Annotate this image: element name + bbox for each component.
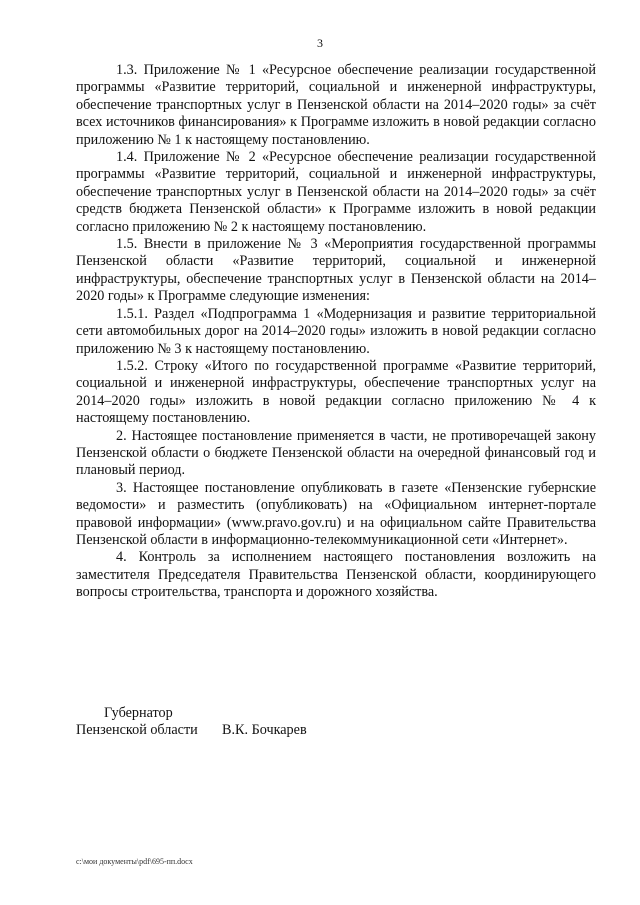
paragraph-1-3: 1.3. Приложение № 1 «Ресурсное обеспечение реализации государственной программы «Развитие территорий, социальной и инженерной инфраструктуры, обеспечение транспортных услуг в Пензенской области на 2014–2020 годы» за счёт всех источников финансирования» к Программе изложить в новой редакции согласно приложению № 1 к настоящему постановлению.: [76, 62, 596, 148]
paragraph-1-5-1: 1.5.1. Раздел «Подпрограмма 1 «Модернизация и развитие территориальной сети автомобильных дорог на 2014–2020 годы» изложить в новой редакции согласно приложению № 3 к настоящему постановлению.: [76, 305, 596, 357]
signature-line: [76, 722, 307, 739]
document-body: [76, 62, 596, 602]
paragraph-1-4: 1.4. Приложение № 2 «Ресурсное обеспечение реализации государственной программы «Развитие территорий, социальной и инженерной инфраструктуры, обеспечение транспортных услуг в Пензенской области на 2014–2020 годы» за счёт средств бюджета Пензенской области» к Программе изложить в новой редакции согласно приложению № 2 к настоящему постановлению.: [76, 149, 596, 235]
paragraph-1-5-2: 1.5.2. Строку «Итого по государственной программе «Развитие территорий, социальной и инженерной инфраструктуры, обеспечение транспортных услуг на 2014–2020 годы» изложить в новой редакции согласно приложению № 4 к настоящему постановлению.: [76, 357, 596, 427]
paragraph-3: 3. Настоящее постановление опубликовать в газете «Пензенские губернские ведомости» и разместить (опубликовать) на «Официальном интернет-портале правовой информации» (www.pravo.gov.ru) и на официальном сайте Правительства Пензенской области в информационно-телекоммуникационной сети «Интернет».: [76, 479, 596, 548]
signature-title: Губернатор: [104, 705, 173, 721]
signature-region: Пензенской области: [76, 722, 198, 739]
footer-file-path: c:\мои документы\pdf\695-пп.docx: [76, 857, 193, 866]
paragraph-2: 2. Настоящее постановление применяется в части, не противоречащей закону Пензенской области о бюджете Пензенской области на очередной финансовый год и плановый период.: [76, 427, 596, 479]
paragraph-4: 4. Контроль за исполнением настоящего постановления возложить на заместителя Председателя Правительства Пензенской области, координирующего вопросы строительства, транспорта и дорожного хозяйства.: [76, 549, 596, 601]
signature-block: [76, 705, 307, 740]
signature-name: В.К. Бочкарев: [222, 722, 307, 739]
paragraph-1-5: 1.5. Внести в приложение № 3 «Мероприятия государственной программы Пензенской области «Развитие территорий, социальной и инженерной инфраструктуры, обеспечение транспортных услуг в Пензенской области на 2014–2020 годы» к Программе следующие изменения:: [76, 236, 596, 305]
page-number: 3: [317, 36, 323, 50]
